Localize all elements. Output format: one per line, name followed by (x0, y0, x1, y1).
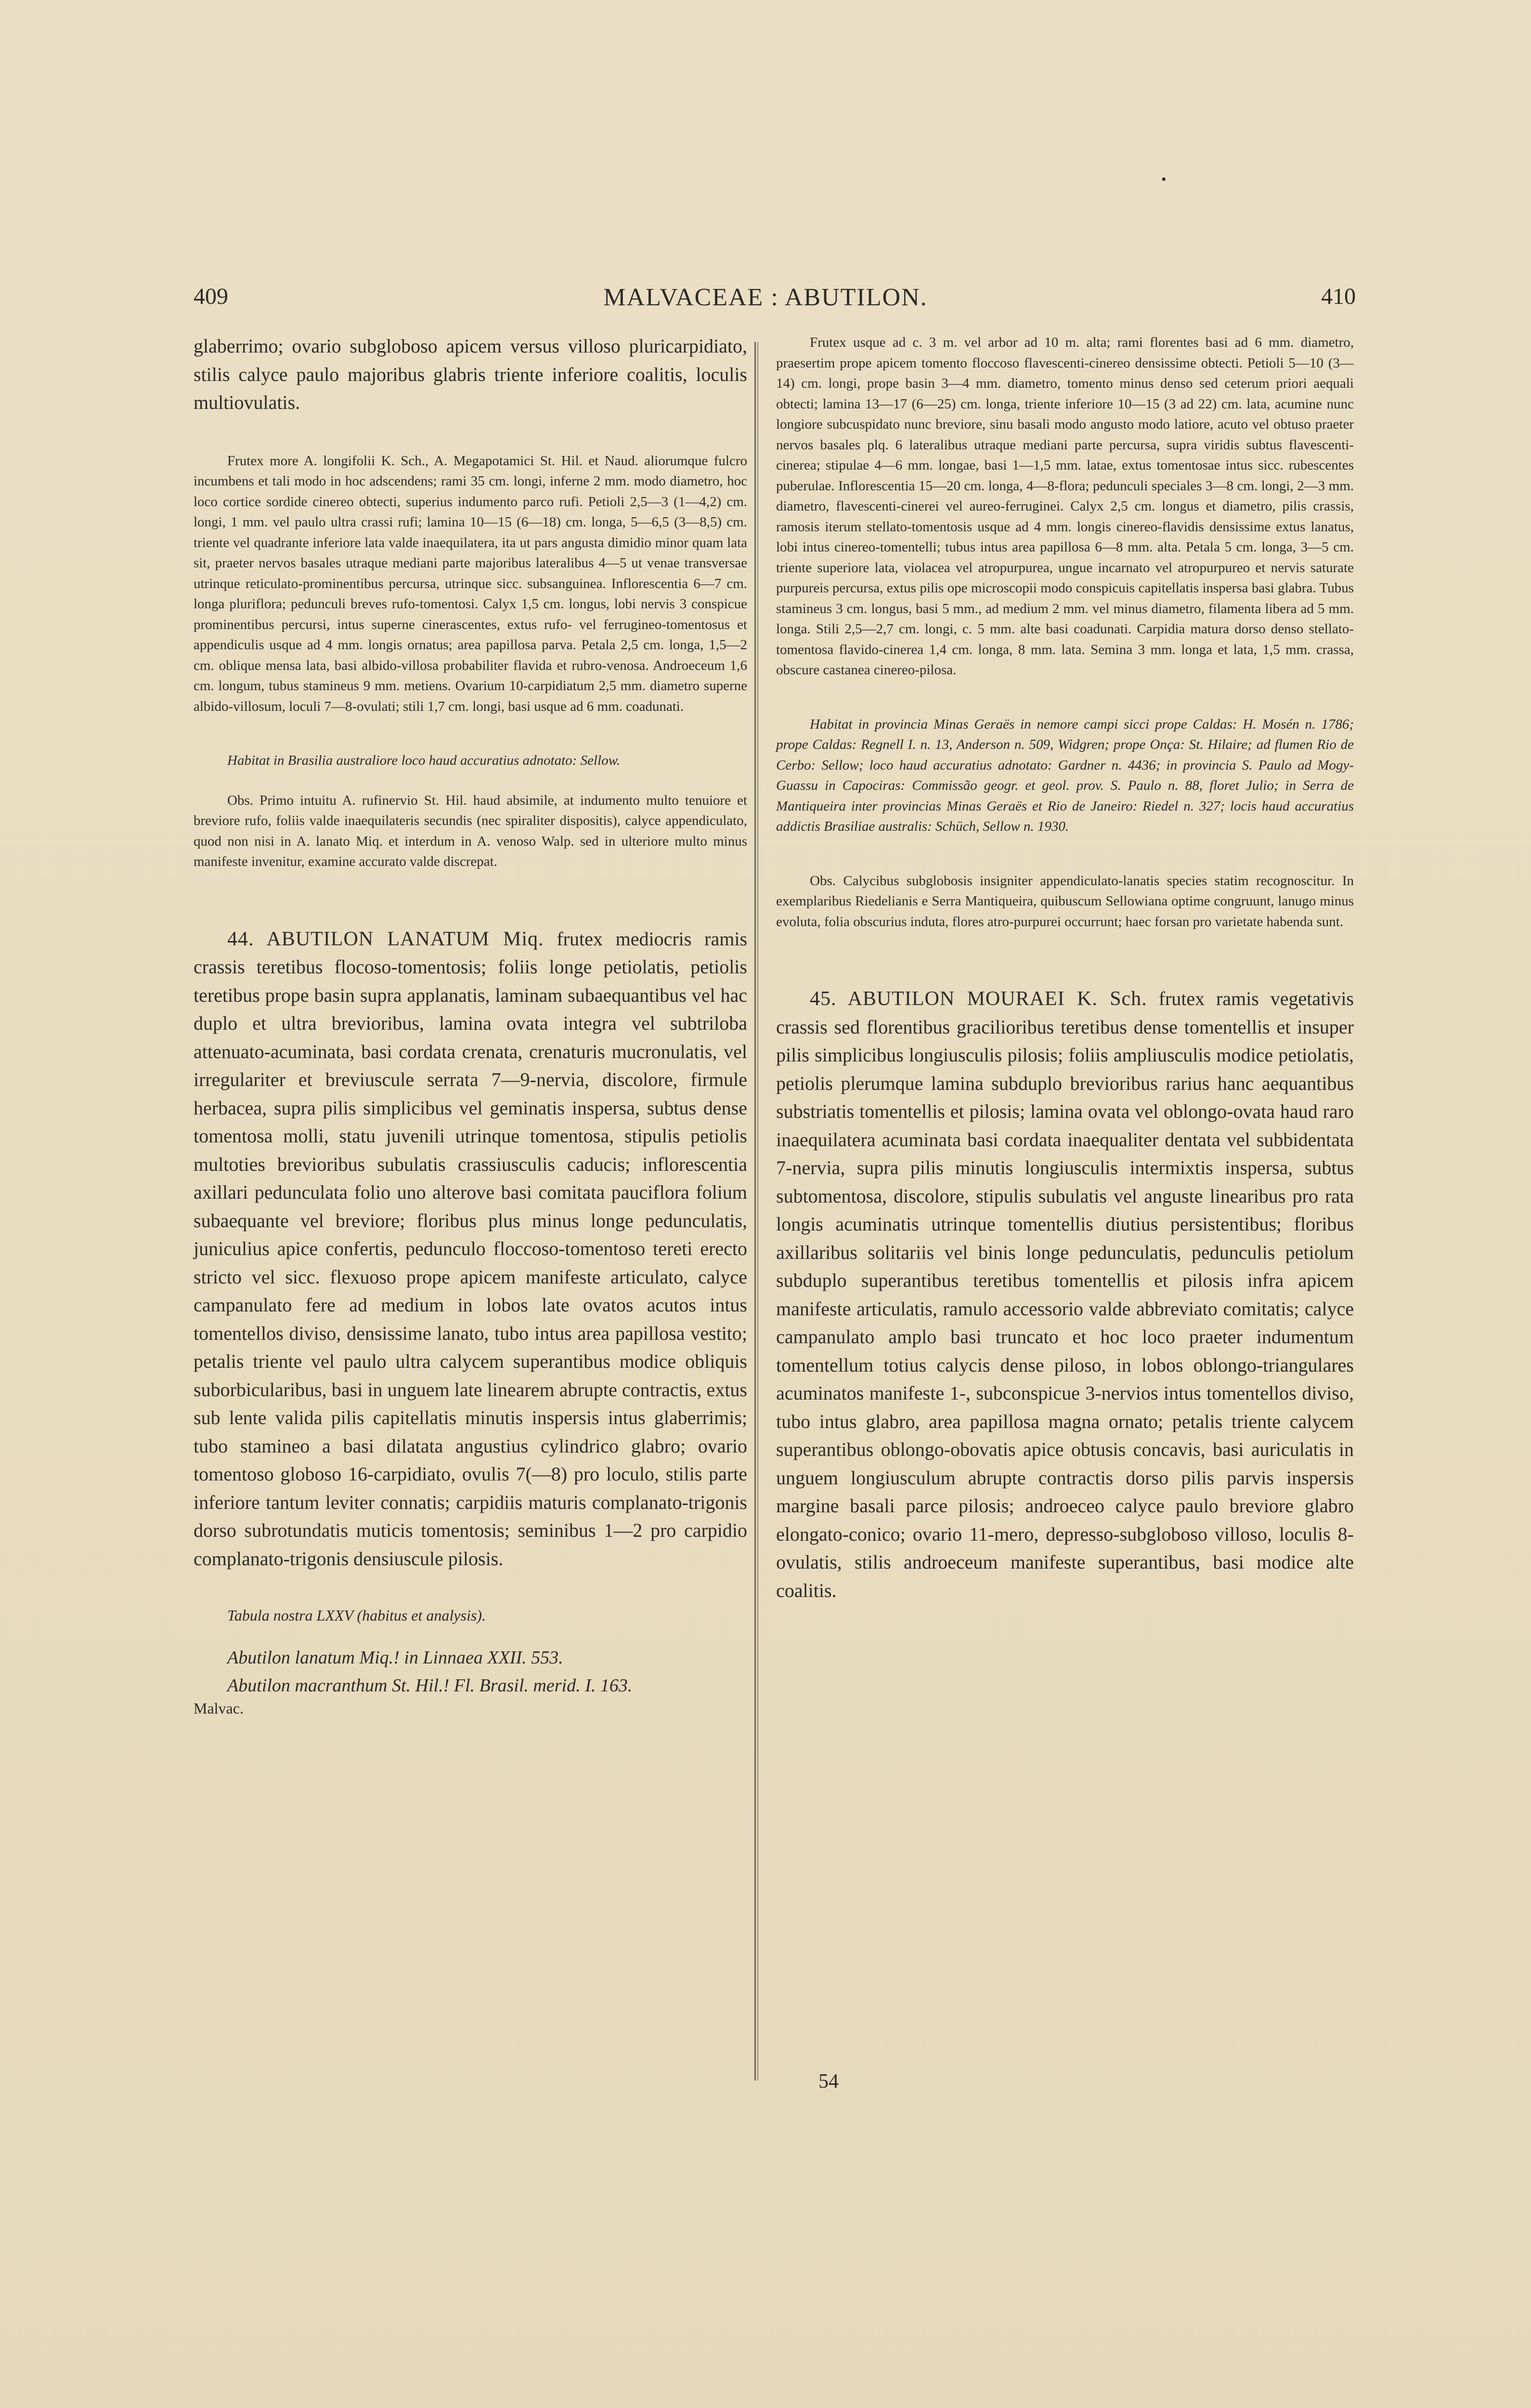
description-paragraph-right: Frutex usque ad c. 3 m. vel arbor ad 10 m. alta; rami florentes basi ad 6 mm. diametro, praesertim prope apicem tomento floccoso flavescenti-cinereo densissime obtecti. Petioli 5—10 (3—14) cm. longi, prope basin 3—4 mm. diametro, tomento minus denso sed ceterum priori aequali obtecti; lamina 13—17 (6—25) cm. longa, triente inferiore 10—15 (3 ad 22) cm. lata, acumine nunc longiore subcuspidato nunc breviore, sinu basali modo angusto modo latiore, acuto vel obtuso praeter nervos basales plq. 6 lateralibus utraque mediani parte percursa, supra viridis subtus flavescenti-cinerea; stipulae 4—6 mm. longae, basi 1—1,5 mm. latae, extus tomentosae intus sicc. rubescentes puberulae. Inflorescentia 15—20 cm. longa, 4—8-flora; pedunculi speciales 3—8 cm. longi, 2—3 mm. diametro, flavescenti-cinerei vel aureo-ferruginei. Calyx 2,5 cm. longus et diametro, pilis crassis, ramosis iterum stellato-tomentosis usque ad 4 mm. longis cinereo-flavidis densissime extus lanatus, lobi intus cinereo-tomentelli; tubus intus area papillosa 6—8 mm. alta. Petala 5 cm. longa, 3—5 cm. triente superiore lata, violacea vel atropurpurea, ungue incarnato vel atropurpureo et nervis saturate purpureis percursa, extus pilis ope microscopii modo conspicuis capitellatis inspersa basi glabra. Tubus stamineus 3 cm. longus, basi 5 mm., ad medium 2 mm. vel minus diametro, filamenta libera ad 5 mm. longa. Stili 2,5—2,7 cm. longi, c. 5 mm. alte basi coadunati. Carpidia matura dorso denso stellato-tomentosa flavido-cinerea 1,4 cm. longa, 8 mm. lata. Semina 3 mm. longa et lata, 1,5 mm. crassa, obscure castanea cinereo-pilosa. (776, 335, 1354, 678)
gathering-signature: 54 (818, 2070, 839, 2093)
column-divider (754, 342, 756, 2081)
observation-paragraph-right: Obs. Calycibus subglobosis insigniter appendiculato-lanatis species statim recognoscitur. In exemplaribus Riedelianis e Serra Mantiqueira, quibuscum Sellowiana optime congruunt, lanugo minus evoluta, folia obscurius induta, flores atro-purpurei occurrunt; haec forsan pro varietate habenda sunt. (776, 873, 1354, 929)
synonym-reference-2: Abutilon macranthum St. Hil.! Fl. Brasil. merid. I. 163. (227, 1675, 633, 1696)
description-paragraph: Frutex more A. longifolii K. Sch., A. Megapotamici St. Hil. et Naud. aliorumque fulcro incumbens et tali modo in hoc adscendens; rami 35 cm. longi, inferne 2 mm. modo diametro, hoc loco cortice sordide cinereo obtecti, superius indumento parco rufi. Petioli 2,5—3 (1—4,2) cm. longi, 1 mm. vel paulo ultra crassi rufi; lamina 10—15 (6—18) cm. longa, 5—6,5 (3—8,5) cm. triente vel quadrante inferiore lata valde inaequilatera, ita ut pars angusta dimidio minor quam lata sit, praeter nervos basales utraque mediani parte majoribus lateralibus 4—5 ut venae transversae utrinque reticulato-prominentibus percursa, utrinque sicc. subsanguinea. Inflorescentia 6—7 cm. longa pluriflora; pedunculi breves rufo-tomentosi. Calyx 1,5 cm. longus, lobi nervis 3 conspicue prominentibus percursi, intus superne cinerascentes, extus rufo- vel ferrugineo-tomentosus et appendiculis usque ad 4 mm. longis ornatus; area papillosa parva. Petala 2,5 cm. longa, 1,5—2 cm. oblique mensa lata, basi albido-villosa probabiliter flavida et rubro-venosa. Androeceum 1,6 cm. longum, tubus stamineus 9 mm. metiens. Ovarium 10-carpidiatum 2,5 mm. diametro superne albido-villosum, loculi 7—8-ovulati; stili 1,7 cm. longi, basi usque ad 6 mm. coadunati. (194, 453, 747, 714)
species-44-text: frutex mediocris ramis crassis teretibus flocoso-tomentosis; foliis longe petiolatis, petiolis teretibus prope basin supra applanatis, laminam subaequantibus vel hac duplo et ultra brevioribus, lamina ovata integra vel subtriloba attenuato-acuminata, basi cordata crenata, crenaturis mucronulatis, vel irregulariter et breviuscule serrata 7—9-nervia, discolore, firmule herbacea, supra pilis simplicibus vel geminatis inspersa, subtus dense tomentosa molli, statu juvenili utrinque tomentosa, stipulis petiolis multoties brevioribus subulatis crassiusculis caducis; inflorescentia axillari pedunculata folio uno alterove basi comitata pauciflora folium subaequante vel breviore; floribus plus minus longe pedunculatis, juniculius apice confertis, pedunculo floccoso-tomentoso tereti erecto stricto vel sicc. flexuoso prope apicem manifeste articulato, calyce campanulato fere ad medium in lobos late ovatos acutos intus tomentellos diviso, densissime lanato, tubo intus area papillosa vestito; petalis triente vel paulo ultra calycem superantibus modice obliquis suborbicularibus, basi in unguem late linearem abrupte contractis, extus sub lente valida pilis capitellatis minutis inspersis intus glaberrimis; tubo stamineo a basi dilatata angustius cylindrico glabro; ovario tomentoso globoso 16-carpidiato, ovulis 7(—8) pro loculo, stilis parte inferiore tantum leviter connatis; carpidiis maturis complanato-trigonis dorso subrotundatis muticis tomentosis; seminibus 1—2 pro carpidio complanato-trigonis densiuscule pilosis. (194, 928, 748, 1570)
species-44-description (194, 925, 747, 1573)
column-divider-second (757, 342, 758, 2081)
plate-reference: Tabula nostra LXXV (habitus et analysis). (227, 1607, 486, 1624)
species-44-heading: 44. ABUTILON LANATUM Miq. (227, 928, 544, 950)
left-column (194, 332, 747, 1717)
running-title: MALVACEAE : ABUTILON. (603, 284, 928, 311)
habitat-paragraph-right: Habitat in provincia Minas Geraës in nemore campi sicci prope Caldas: H. Mosén n. 1786; prope Caldas: Regnell I. n. 13, Anderson n. 509, Widgren; prope Onça: St. Hilaire; ad flumen Rio de Cerbo: Sellow; loco haud accuratius adnotato: Gardner n. 4436; in provincia S. Paulo ad Mogy-Guassu in Capociras: Commissão geogr. et geol. prov. S. Paulo n. 88, floret Julio; in Serra de Mantiqueira inter provincias Minas Geraës et Rio de Janeiro: Riedel n. 327; locis haud accuratius addictis Brasiliae australis: Schüch, Sellow n. 1930. (776, 716, 1354, 834)
synonym-reference-1: Abutilon lanatum Miq.! in Linnaea XXII. 553. (227, 1648, 563, 1668)
signature-mark: Malvac. (194, 1700, 244, 1717)
continuation-paragraph: glaberrimo; ovario subgloboso apicem versus villoso pluricarpidiato, stilis calyce paulo majoribus glabris triente inferiore coalitis, loculis multiovulatis. (194, 335, 747, 413)
species-45-description (776, 985, 1354, 1605)
page-number-left: 409 (194, 284, 228, 309)
right-column (776, 332, 1354, 1605)
top-dot-mark: • (1161, 171, 1167, 187)
habitat-paragraph: Habitat in Brasilia australiore loco haud accuratius adnotato: Sellow. (227, 753, 621, 768)
observation-paragraph: Obs. Primo intuitu A. rufinervio St. Hil. haud absimile, at indumento multo tenuiore et breviore rufo, foliis valde inaequilateris secundis (nec spiraliter dispositis), calyce appendiculato, quod non nisi in A. lanato Miq. et interdum in A. venoso Walp. sed in ulteriore multo minus manifeste invenitur, examine accurato valde discrepat. (194, 792, 747, 869)
species-45-text: frutex ramis vegetativis crassis sed florentibus gracilioribus teretibus dense tomentellis et insuper pilis simplicibus longiusculis pilosis; foliis ampliusculis modice petiolatis, petiolis plerumque lamina subduplo brevioribus rarius hanc aequantibus substriatis tomentellis et pilosis; lamina ovata vel oblongo-ovata haud raro inaequilatera acuminata basi cordata inaequaliter dentata vel subbidentata 7-nervia, supra pilis minutis longiusculis intermixtis inspersa, subtus subtomentosa, discolore, stipulis subulatis vel anguste linearibus pro rata longis acuminatis utrinque tomentellis diutius persistentibus; floribus axillaribus solitariis vel binis longe pedunculatis, pedunculis petiolum subduplo superantibus teretibus tomentellis et pilosis infra apicem manifeste articulatis, ramulo accessorio valde abbreviato comitatis; calyce campanulato amplo basi truncato et hoc loco praeter indumentum tomentellum totius calycis dense piloso, in lobos oblongo-triangulares acuminatos manifeste 1-, subconspicue 3-nervios intus tomentellos diviso, tubo intus glabro, area papillosa magna ornato; petalis triente calycem superantibus oblongo-obovatis apice obtusis concavis, basi auriculatis in unguem longiusculum abrupte contractis dorso pilis parvis inspersis margine basali parce pilosis; androeceo calyce paulo breviore glabro elongato-conico; ovario 11-mero, depresso-subgloboso villoso, loculis 8-ovulatis, stilis androeceum manifeste superantibus, basi modice alte coalitis. (776, 988, 1354, 1601)
page-number-right: 410 (1321, 284, 1356, 309)
species-45-heading: 45. ABUTILON MOURAEI K. Sch. (810, 988, 1147, 1010)
